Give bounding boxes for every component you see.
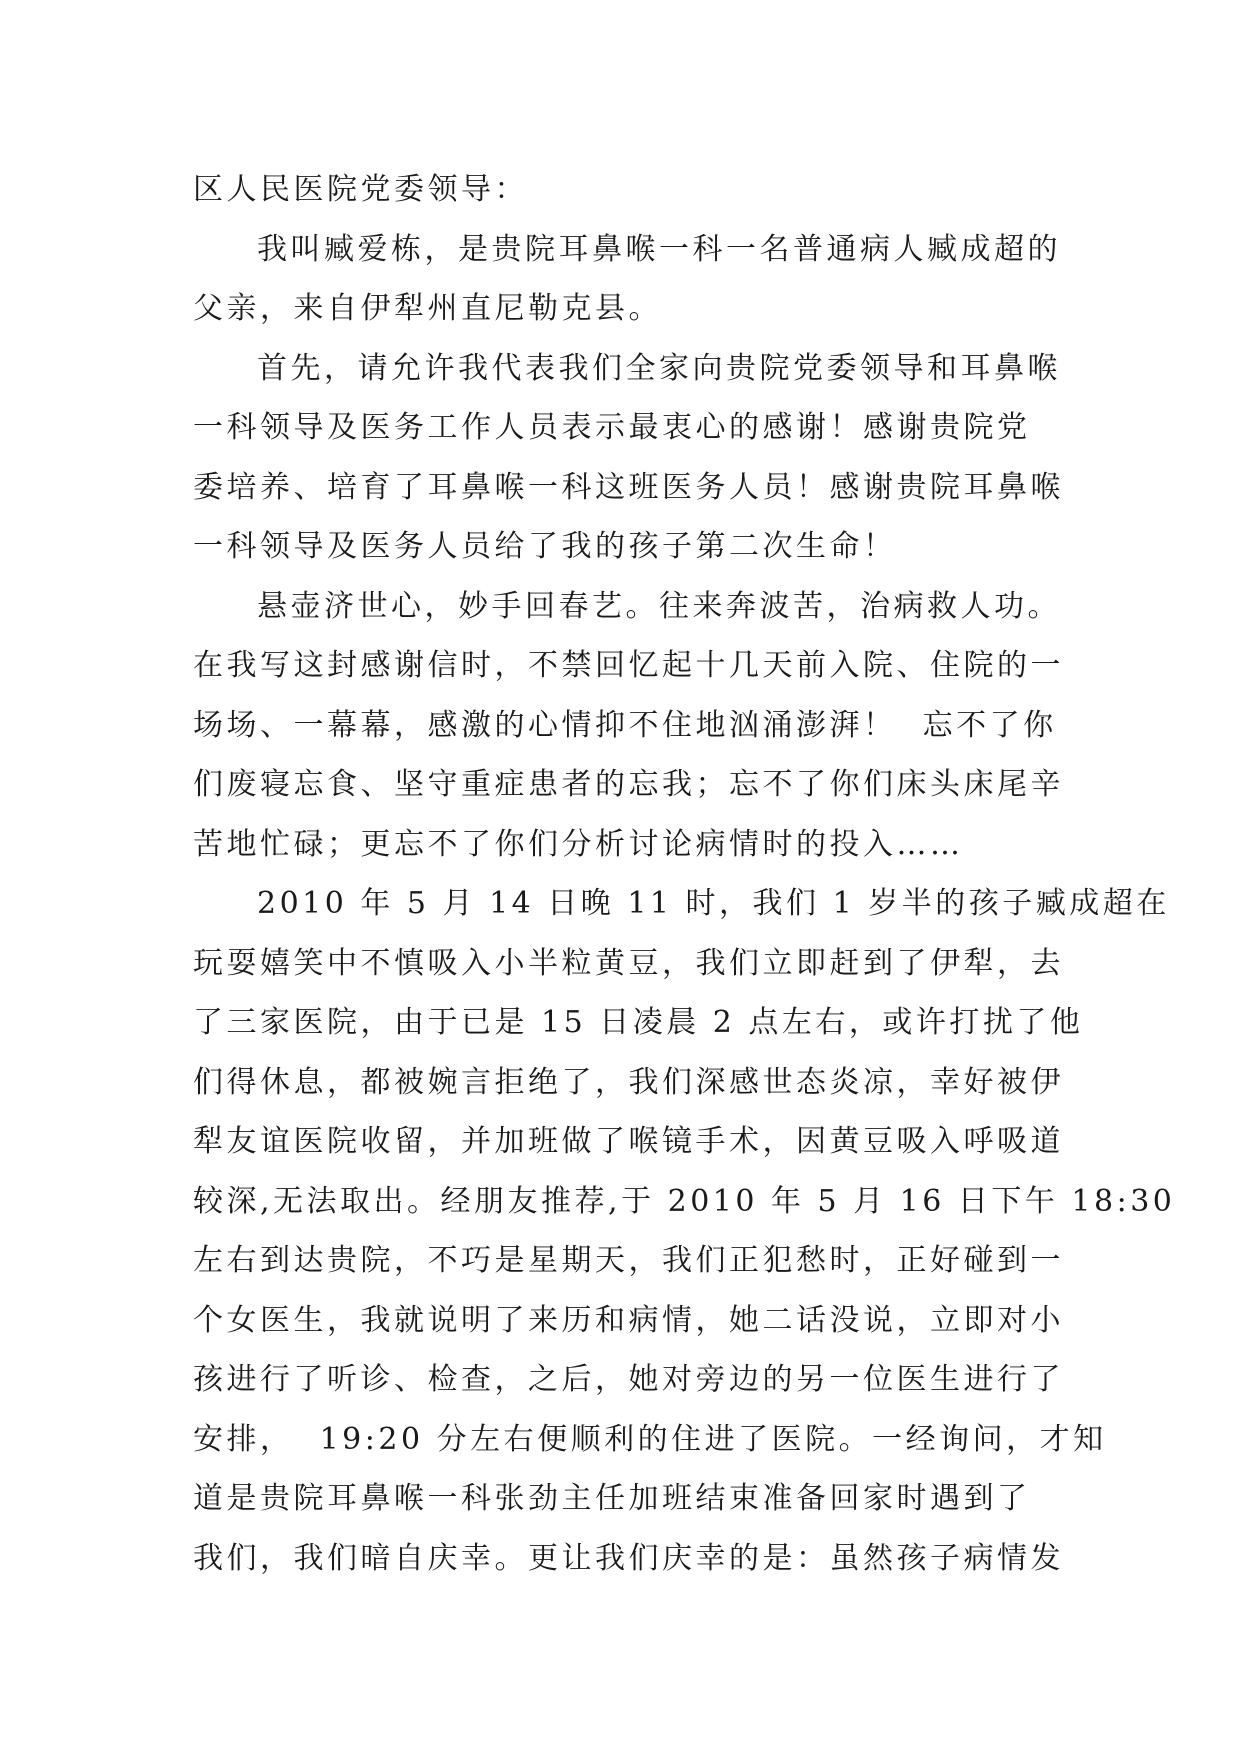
paragraph-line: 悬壶济世心，妙手回春艺。往来奔波苦，治病救人功。 <box>257 588 1061 624</box>
paragraph-line: 2010 年 5 月 14 日晚 11 时，我们 1 岁半的孩子臧成超在 <box>257 886 1170 921</box>
paragraph-line: 犁友谊医院收留，并加班做了喉镜手术，因黄豆吸入呼吸道 <box>193 1124 1064 1159</box>
paragraph-line: 首先，请允许我代表我们全家向贵院党委领导和耳鼻喉 <box>257 350 1061 386</box>
paragraph-line: 场场、一幕幕，感激的心情抑不住地汹涌澎湃！ 忘不了你 <box>193 707 1057 743</box>
salutation-line: 区人民医院党委领导： <box>193 172 528 207</box>
paragraph-line: 较深,无法取出。经朋友推荐,于 2010 年 5 月 16 日下午 18:30 <box>193 1183 1176 1219</box>
paragraph-line: 们废寝忘食、坚守重症患者的忘我；忘不了你们床头床尾辛 <box>193 767 1064 802</box>
paragraph-line: 我叫臧爱栋，是贵院耳鼻喉一科一名普通病人臧成超的 <box>257 231 1061 267</box>
paragraph-line: 了三家医院，由于已是 15 日凌晨 2 点左右，或许打扰了他 <box>193 1005 1084 1040</box>
paragraph-line: 委培养、培育了耳鼻喉一科这班医务人员！感谢贵院耳鼻喉 <box>193 469 1064 505</box>
paragraph-line: 安排， 19:20 分左右便顺利的住进了医院。一经询问，才知 <box>193 1421 1107 1457</box>
paragraph-line: 孩进行了听诊、检查，之后，她对旁边的另一位医生进行了 <box>193 1362 1064 1397</box>
paragraph-line: 一科领导及医务人员给了我的孩子第二次生命！ <box>193 529 897 564</box>
paragraph-line: 玩耍嬉笑中不慎吸入小半粒黄豆，我们立即赶到了伊犁，去 <box>193 945 1064 981</box>
paragraph-line: 在我写这封感谢信时，不禁回忆起十几天前入院、住院的一 <box>193 648 1064 683</box>
paragraph-line: 道是贵院耳鼻喉一科张劲主任加班结束准备回家时遇到了 <box>193 1481 1031 1516</box>
paragraph-line: 苦地忙碌；更忘不了你们分析讨论病情时的投入…… <box>193 826 964 862</box>
paragraph-line: 个女医生，我就说明了来历和病情，她二话没说，立即对小 <box>193 1302 1064 1338</box>
paragraph-line: 左右到达贵院，不巧是星期天，我们正犯愁时，正好碰到一 <box>193 1243 1064 1278</box>
paragraph-line: 我们，我们暗自庆幸。更让我们庆幸的是：虽然孩子病情发 <box>193 1540 1064 1576</box>
letter-body <box>193 160 1176 1588</box>
paragraph-line: 们得休息，都被婉言拒绝了，我们深感世态炎凉，幸好被伊 <box>193 1064 1064 1100</box>
paragraph-line: 父亲，来自伊犁州直尼勒克县。 <box>193 291 662 326</box>
paragraph-line: 一科领导及医务工作人员表示最衷心的感谢！感谢贵院党 <box>193 410 1031 445</box>
